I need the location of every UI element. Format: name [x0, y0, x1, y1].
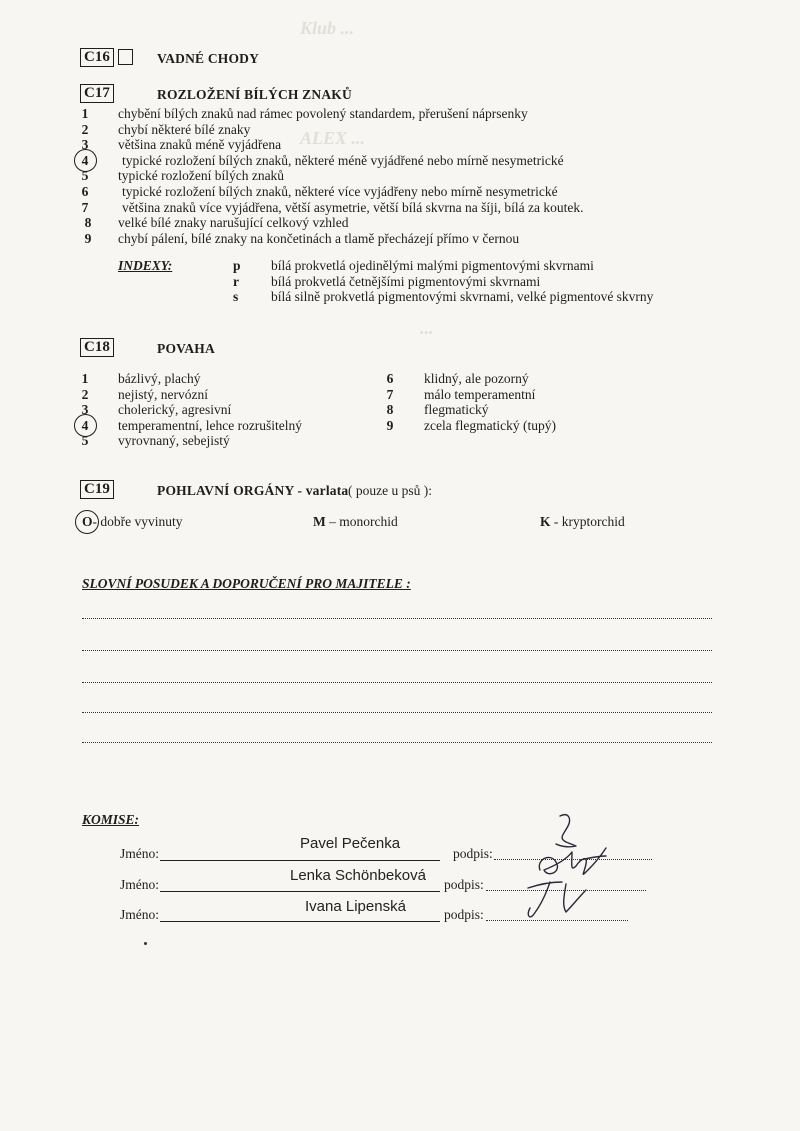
c19-code: C19: [80, 480, 114, 499]
indexy-text: bílá prokvetlá ojedinělými malými pigmentovými skvrnami: [271, 258, 594, 273]
c19-option-k[interactable]: [540, 514, 625, 530]
stray-mark: [144, 942, 147, 945]
posudek-line-5[interactable]: [82, 742, 712, 743]
c17-item-text: chybí pálení, bílé znaky na končetinách a tlamě přecházejí přímo v černou: [118, 230, 520, 246]
komise-title: KOMISE:: [82, 812, 140, 827]
c18-item-number[interactable]: 4: [81, 417, 89, 433]
bleed-through-heading: Klub ...: [300, 18, 355, 38]
sign-label: podpis:: [453, 846, 493, 861]
c19-option-m[interactable]: [313, 514, 398, 530]
c18-item-text: bázlivý, plachý: [118, 371, 201, 386]
c19-option-o-key: O: [82, 514, 93, 529]
sign-label: podpis:: [444, 877, 484, 892]
member-name: Lenka Schönbeková: [290, 867, 426, 884]
c17-item-text: chybění bílých znaků nad rámec povolený standardem, přerušení náprsenky: [118, 106, 528, 121]
c17-title: ROZLOŽENÍ BÍLÝCH ZNAKŮ: [157, 87, 352, 102]
indexy-letter[interactable]: s: [233, 289, 239, 305]
c17-item-number[interactable]: 2: [81, 121, 89, 137]
c18-item-number[interactable]: 8: [386, 402, 394, 418]
c18-item-text: temperamentní, lehce rozrušitelný: [118, 417, 303, 433]
indexy-text: bílá silně prokvetlá pigmentovými skvrnami, velké pigmentové skvrny: [271, 289, 654, 305]
c19-option-o[interactable]: [82, 514, 183, 530]
c18-title: POVAHA: [157, 341, 215, 356]
c19-option-m-text: – monorchid: [329, 514, 398, 529]
name-line[interactable]: [160, 860, 440, 861]
bleed-through-heading-2: ALEX ...: [300, 128, 366, 148]
c19-title: POHLAVNÍ ORGÁNY - varlata: [157, 483, 349, 498]
c17-item-number[interactable]: 6: [81, 184, 89, 199]
c17-code: C17: [80, 84, 114, 103]
c18-item-text: flegmatický: [424, 402, 489, 418]
indexy-letter[interactable]: r: [233, 273, 239, 289]
bleed-through-heading-3: ...: [420, 318, 434, 338]
c16-checkbox[interactable]: [118, 49, 133, 65]
c17-item-text: chybí některé bílé znaky: [118, 121, 251, 137]
c18-item-number[interactable]: 6: [386, 371, 394, 386]
c18-item-number[interactable]: 2: [81, 386, 89, 402]
c19-option-k-key: K: [540, 514, 551, 529]
indexy-text: bílá prokvetlá četnějšími pigmentovými skvrnami: [271, 273, 541, 289]
c17-item-text: většina znaků méně vyjádřena: [118, 137, 282, 153]
indexy-letter[interactable]: p: [233, 258, 241, 273]
name-label: Jméno:: [120, 907, 159, 922]
c18-item-text: málo temperamentní: [424, 386, 536, 402]
c18-item-number[interactable]: 5: [81, 433, 89, 449]
c18-item-text: cholerický, agresivní: [118, 402, 232, 418]
c18-item-text: vyrovnaný, sebejistý: [118, 433, 230, 449]
c17-item-text: typické rozložení bílých znaků: [118, 168, 285, 184]
c17-item-text: typické rozložení bílých znaků, některé méně vyjádřené nebo mírně nesymetrické: [122, 152, 564, 168]
handwritten-signatures: [510, 808, 650, 933]
c17-item-number[interactable]: 8: [84, 215, 92, 231]
indexy-label: INDEXY:: [118, 258, 173, 273]
name-label: Jméno:: [120, 846, 159, 861]
c19-note: ( pouze u psů ):: [348, 483, 432, 498]
name-line[interactable]: [160, 891, 440, 892]
signature-stroke-3: [528, 882, 586, 917]
name-line[interactable]: [160, 921, 440, 922]
posudek-title: SLOVNÍ POSUDEK A DOPORUČENÍ PRO MAJITELE :: [82, 576, 411, 591]
c19-option-o-text: - dobře vyvinuty: [92, 514, 183, 529]
sign-label: podpis:: [444, 907, 484, 922]
c18-item-text: klidný, ale pozorný: [424, 371, 529, 386]
c16-title: VADNÉ CHODY: [157, 51, 260, 66]
signature-stroke-2: [539, 848, 606, 874]
posudek-line-4[interactable]: [82, 712, 712, 713]
c17-item-number[interactable]: 1: [81, 106, 89, 121]
c17-item-number[interactable]: 9: [84, 230, 92, 246]
c17-item-text: velké bílé znaky narušující celkový vzhled: [118, 215, 349, 231]
c17-item-number[interactable]: 5: [81, 168, 89, 184]
posudek-line-1[interactable]: [82, 618, 712, 619]
c17-item-text: většina znaků více vyjádřena, větší asymetrie, větší bílá skvrna na šíji, bílá za koutek.: [122, 199, 584, 215]
c18-item-number[interactable]: 1: [81, 371, 89, 386]
c18-code: C18: [80, 338, 114, 357]
c18-item-number[interactable]: 7: [386, 386, 394, 402]
c17-item-number[interactable]: 3: [81, 137, 89, 153]
c18-item-text: nejistý, nervózní: [118, 386, 208, 402]
c17-item-number[interactable]: 7: [81, 199, 89, 215]
posudek-line-2[interactable]: [82, 650, 712, 651]
signature-stroke-1: [556, 815, 576, 847]
c16-code: C16: [80, 48, 114, 67]
c19-option-k-text: - kryptorchid: [553, 514, 625, 529]
member-name: Pavel Pečenka: [300, 835, 401, 852]
c18-item-number[interactable]: 9: [386, 417, 394, 433]
c19-option-m-key: M: [313, 514, 326, 529]
member-name: Ivana Lipenská: [305, 898, 406, 915]
c17-item-number[interactable]: 4: [81, 152, 89, 168]
c18-item-number[interactable]: 3: [81, 402, 89, 418]
name-label: Jméno:: [120, 877, 159, 892]
c17-item-text: typické rozložení bílých znaků, některé více vyjádřeny nebo mírně nesymetrické: [122, 184, 558, 199]
posudek-line-3[interactable]: [82, 682, 712, 683]
c18-item-text: zcela flegmatický (tupý): [424, 417, 556, 433]
